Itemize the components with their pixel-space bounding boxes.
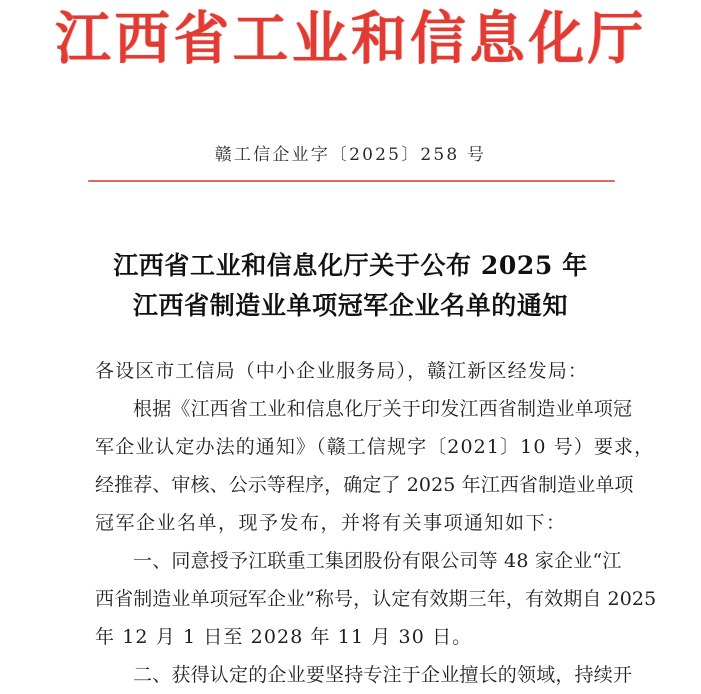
body-line-5: 一、同意授予江联重工集团股份有限公司等 48 家企业“江 xyxy=(133,550,622,572)
letterhead xyxy=(0,6,701,72)
document-title xyxy=(60,246,641,326)
body-line-3: 经推荐、审核、公示等程序，确定了 2025 年江西省制造业单项 xyxy=(95,474,634,496)
document-serial-number: 赣工信企业字〔2025〕258 号 xyxy=(214,145,487,165)
body-line-8: 二、获得认定的企业要坚持专注于企业擅长的领域，持续开 xyxy=(133,664,633,686)
document-title-line-2: 江西省制造业单项冠军企业名单的通知 xyxy=(132,291,569,320)
body-line-1: 根据《江西省工业和信息化厅关于印发江西省制造业单项冠 xyxy=(133,398,633,420)
issuing-agency-title: 江西省工业和信息化厅 xyxy=(54,5,647,72)
body-line-4: 冠军企业名单，现予发布，并将有关事项通知如下： xyxy=(95,512,567,534)
body-line-7: 年 12 月 1 日至 2028 年 11 月 30 日。 xyxy=(95,626,473,648)
red-separator-rule xyxy=(88,180,615,182)
body-line-2: 军企业认定办法的通知》（赣工信规字〔2021〕10 号）要求， xyxy=(95,436,655,458)
salutation-line: 各设区市工信局（中小企业服务局），赣江新区经发局： xyxy=(95,360,589,382)
document-body xyxy=(95,352,657,694)
body-line-6: 西省制造业单项冠军企业”称号，认定有效期三年，有效期自 2025 xyxy=(95,588,657,610)
document-title-line-1: 江西省工业和信息化厅关于公布 2025 年 xyxy=(113,251,588,280)
